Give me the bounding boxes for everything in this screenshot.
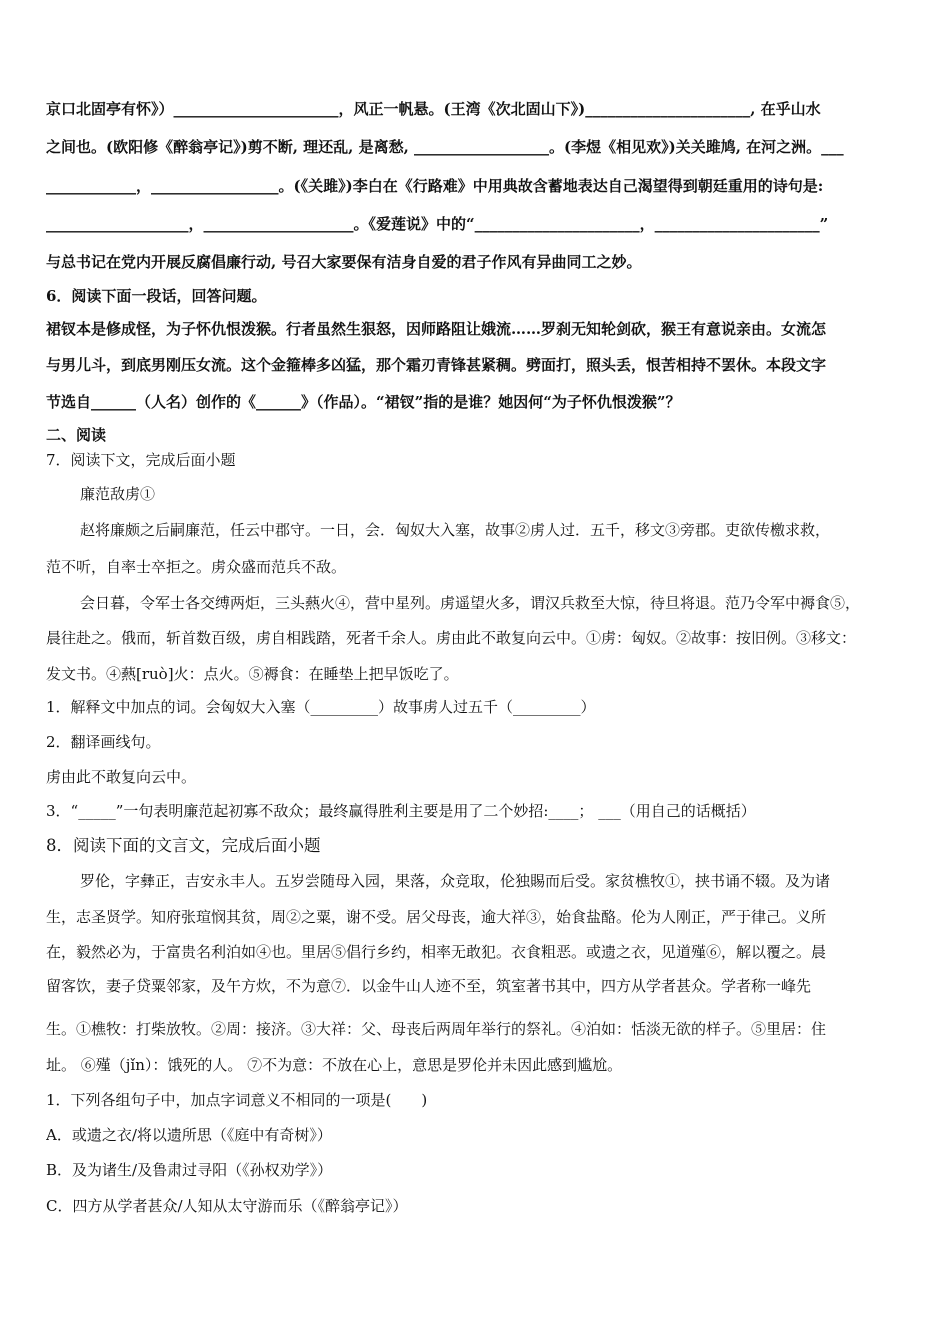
passage-7-line-3: 会日暮，令军士各交缚两炬，三头爇火④，营中星列。虏遥望火多，谓汉兵救至大惊，待旦将退。范乃令军中褥食⑤， bbox=[80, 594, 861, 612]
passage-7-line-1: 赵将廉颇之后嗣廉范，任云中郡守。一日，会．匈奴大入塞，故事②虏人过．五千，移文③旁郡。吏欲传檄求救， bbox=[80, 521, 831, 539]
question-8-sub-1: 1．下列各组句子中，加点字词意义不相同的一项是( ) bbox=[46, 1091, 428, 1109]
question-6-prompt: 节选自______（人名）创作的《______》（作品）。“裙钗”指的是谁？她因何“为子怀仇恨泼猴”？ bbox=[46, 393, 681, 411]
question-7-sub-2: 2．翻译画线句。 bbox=[46, 733, 161, 751]
passage-8-line-2: 生，志圣贤学。知府张瑄悯其贫，周②之粟，谢不受。居父母丧，逾大祥③，始食盐酪。伦为人刚正，严于律己。义所 bbox=[46, 908, 827, 926]
question-7-sub-2-sentence: 虏由此不敢复向云中。 bbox=[46, 768, 197, 786]
section-2-heading: 二、阅读 bbox=[46, 426, 107, 444]
passage-8-line-4: 留客饮，妻子贷粟邻家，及午方炊，不为意⑦．以金牛山人迹不至，筑室著书其中，四方从学者甚众。学者称一峰先 bbox=[46, 977, 812, 995]
passage-7-notes: 发文书。④爇[ruò]火：点火。⑤褥食：在睡垫上把早饭吃了。 bbox=[46, 665, 459, 683]
option-a: A．或遗之衣/将以遗所思（《庭中有奇树》） bbox=[46, 1126, 332, 1144]
option-b: B．及为诸生/及鲁肃过寻阳（《孙权劝学》） bbox=[46, 1161, 333, 1179]
passage-8-line-1: 罗伦，字彝正，吉安永丰人。五岁尝随母入园，果落，众竞取，伦独賜而后受。家贫樵牧①，挟书诵不辍。及为诸 bbox=[80, 872, 831, 890]
question-8-title: 8．阅读下面的文言文，完成后面小题 bbox=[46, 836, 321, 855]
question-6-title: 6．阅读下面一段话，回答问题。 bbox=[46, 287, 267, 305]
passage-8-line-5: 生。①樵牧：打柴放牧。②周：接济。③大祥：父、母丧后两周年举行的祭礼。④泊如：恬淡无欲的样子。⑤里居：住 bbox=[46, 1020, 827, 1038]
passage-8-line-3: 在，毅然必为，于富贵名利泊如④也。里居⑤倡行乡约，相率无敢犯。衣食粗恶。或遗之衣，见道殣⑥，解以覆之。晨 bbox=[46, 943, 827, 961]
question-6-passage-line-2: 与男儿斗，到底男刚压女流。这个金箍棒多凶猛，那个霜刃青锋甚紧稠。劈面打，照头丢，恨苦相持不罢休。本段文字 bbox=[46, 356, 827, 374]
fill-blank-line-2: 之间也。(欧阳修《醉翁亭记》)剪不断, 理还乱, 是离愁, __________________。(李煜《相见欢》)关关雎鸠, 在河之洲。___ bbox=[46, 138, 844, 156]
fill-blank-line-5: 与总书记在党内开展反腐倡廉行动, 号召大家要保有洁身自爱的君子作风有异曲同工之妙。 bbox=[46, 253, 642, 271]
passage-7-title: 廉范敌虏① bbox=[80, 485, 156, 503]
option-c: C．四方从学者甚众/人知从太守游而乐（《醉翁亭记》） bbox=[46, 1197, 408, 1215]
passage-8-line-6: 址。 ⑥殣（jǐn）：饿死的人。 ⑦不为意：不放在心上，意思是罗伦并未因此感到尴尬。 bbox=[46, 1056, 623, 1074]
passage-7-line-2: 范不听，自率士卒拒之。虏众盛而范兵不敌。 bbox=[46, 558, 347, 576]
fill-blank-line-4: ___________________，____________________。《爱莲说》中的“______________________，______________________” bbox=[46, 215, 829, 233]
fill-blank-line-1: 京口北固亭有怀》）______________________，风正一帆悬。(王湾《次北固山下》)______________________, 在乎山水 bbox=[46, 100, 821, 118]
question-7-title: 7．阅读下文，完成后面小题 bbox=[46, 451, 236, 469]
question-7-sub-3: 3．“_____”一句表明廉范起初寡不敌众；最终赢得胜利主要是用了二个妙招:____； ___（用自己的话概括） bbox=[46, 802, 756, 820]
fill-blank-line-3: ____________，_________________。(《关雎》)李白在《行路难》中用典故含蓄地表达自己渴望得到朝廷重用的诗句是: bbox=[46, 177, 824, 195]
passage-7-line-4: 晨往赴之。俄而，斩首数百级，虏自相践踏，死者千余人。虏由此不敢复向云中。①虏：匈奴。②故事：按旧例。③移文： bbox=[46, 629, 857, 647]
question-6-passage-line-1: 裙钗本是修成怪，为子怀仇恨泼猴。行者虽然生狠怒，因师路阻让娥流……罗刹无知轮剑砍，猴王有意说亲由。女流怎 bbox=[46, 320, 827, 338]
question-7-sub-1: 1．解释文中加点的词。会匈奴大入塞（_________）故事虏人过五千（_________） bbox=[46, 698, 596, 716]
